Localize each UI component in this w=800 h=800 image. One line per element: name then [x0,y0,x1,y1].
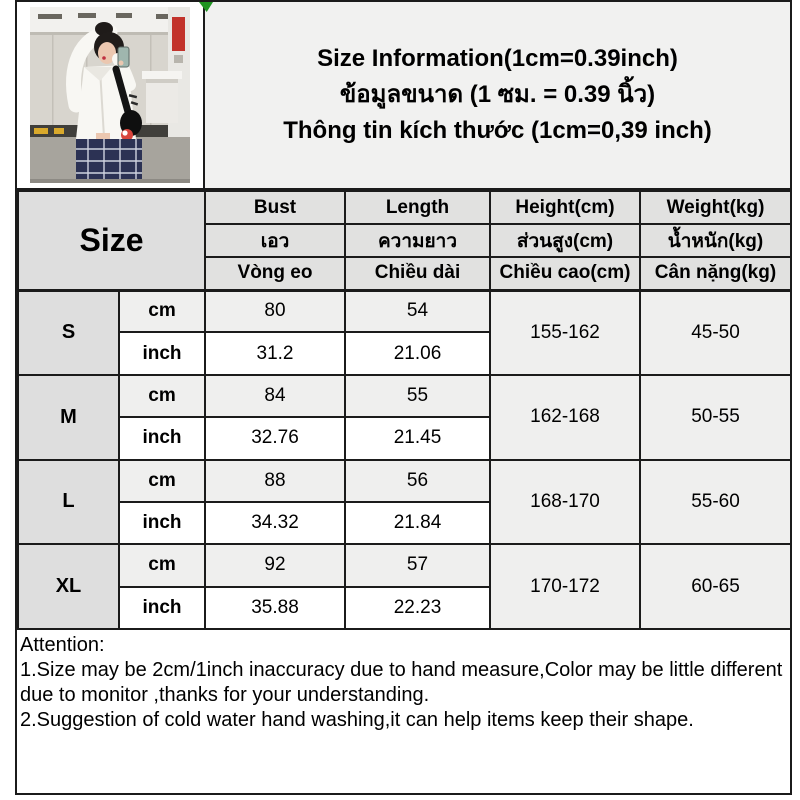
weight-range-xl: 60-65 [640,544,791,629]
bust-cm-l: 88 [205,460,345,502]
title-thai: ข้อมูลขนาด (1 ซม. = 0.39 นิ้ว) [339,81,656,108]
model-photo [17,2,205,188]
height-range-s: 155-162 [490,290,640,375]
title-english: Size Information(1cm=0.39inch) [317,45,678,72]
bust-inch-s: 31.2 [205,332,345,374]
length-cm-xl: 57 [345,544,490,586]
bust-cm-s: 80 [205,290,345,332]
bust-inch-m: 32.76 [205,417,345,459]
unit-label: inch [119,417,205,459]
length-header-en: Length [345,191,490,224]
table-row-m-cm [18,375,791,417]
unit-label: cm [119,460,205,502]
attention-note-1: 1.Size may be 2cm/1inch inaccuracy due to hand measure,Color may be little different due to monitor ,thanks for your understanding. [20,659,783,706]
unit-label: cm [119,544,205,586]
height-range-xl: 170-172 [490,544,640,629]
unit-label: inch [119,502,205,544]
title-block [205,2,790,188]
unit-label: cm [119,375,205,417]
length-cm-s: 54 [345,290,490,332]
unit-label: inch [119,332,205,374]
chart-frame [15,0,792,795]
table-row-xl-cm [18,544,791,586]
weight-range-s: 45-50 [640,290,791,375]
bust-header-vi: Vòng eo [205,257,345,290]
title-vietnamese: Thông tin kích thước (1cm=0,39 inch) [283,117,712,144]
table-row-s-cm [18,290,791,332]
attention-section [17,630,790,793]
length-inch-m: 21.45 [345,417,490,459]
length-inch-s: 21.06 [345,332,490,374]
bust-cm-xl: 92 [205,544,345,586]
model-mirror-selfie-illustration [30,7,190,183]
height-range-l: 168-170 [490,460,640,545]
length-header-vi: Chiều dài [345,257,490,290]
length-cm-l: 56 [345,460,490,502]
size-column-header: Size [18,191,205,290]
height-header-vi: Chiều cao(cm) [490,257,640,290]
size-label-xl: XL [18,544,119,629]
weight-header-th: น้ำหนัก(kg) [640,224,791,257]
size-label-s: S [18,290,119,375]
bust-header-th: เอว [205,224,345,257]
weight-header-vi: Cân nặng(kg) [640,257,791,290]
attention-heading: Attention: [20,634,105,656]
unit-label: inch [119,587,205,629]
height-header-en: Height(cm) [490,191,640,224]
attention-note-2: 2.Suggestion of cold water hand washing,it can help items keep their shape. [20,709,694,731]
header-section [17,2,790,190]
length-header-th: ความยาว [345,224,490,257]
length-cm-m: 55 [345,375,490,417]
weight-header-en: Weight(kg) [640,191,791,224]
table-row-l-cm [18,460,791,502]
size-table [17,190,792,630]
bust-inch-l: 34.32 [205,502,345,544]
unit-label: cm [119,290,205,332]
weight-range-l: 55-60 [640,460,791,545]
bust-cm-m: 84 [205,375,345,417]
size-label-l: L [18,460,119,545]
bust-header-en: Bust [205,191,345,224]
bust-inch-xl: 35.88 [205,587,345,629]
length-inch-xl: 22.23 [345,587,490,629]
height-header-th: ส่วนสูง(cm) [490,224,640,257]
weight-range-m: 50-55 [640,375,791,460]
size-label-m: M [18,375,119,460]
height-range-m: 162-168 [490,375,640,460]
length-inch-l: 21.84 [345,502,490,544]
